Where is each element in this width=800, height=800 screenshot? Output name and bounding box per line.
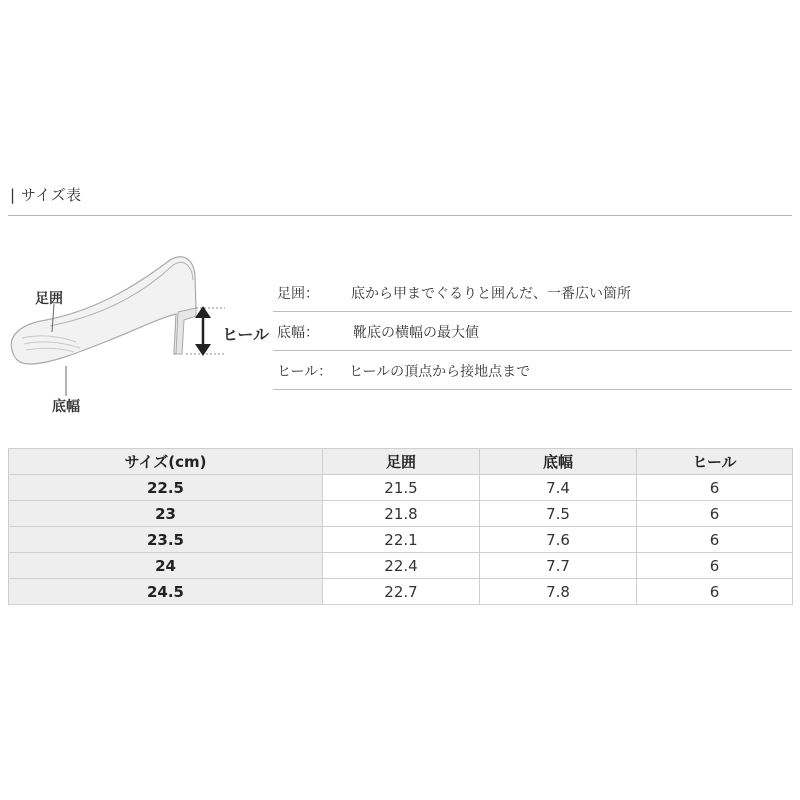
heel-cell: 6: [637, 527, 793, 553]
heel-cell: 6: [637, 579, 793, 605]
column-header-sokohaba: 底幅: [480, 449, 637, 475]
table-row: [9, 475, 793, 501]
table-header-row: [9, 449, 793, 475]
ashimawari-cell: 22.7: [323, 579, 480, 605]
definition-row: [273, 351, 792, 390]
section-title: | サイズ表: [10, 186, 82, 204]
table-row: [9, 501, 793, 527]
definition-row: [273, 273, 792, 312]
ashimawari-cell: 22.4: [323, 553, 480, 579]
sokohaba-cell: 7.5: [480, 501, 637, 527]
definition-term: 底幅：: [277, 325, 319, 341]
definition-description: 底から甲までぐるりと囲んだ、一番広い箇所: [351, 286, 631, 302]
heel-cell: 6: [637, 475, 793, 501]
definition-list: [273, 273, 792, 390]
ashimawari-label: 足囲: [35, 291, 63, 307]
definition-term: ヒール：: [277, 364, 333, 380]
section-divider: [8, 215, 792, 216]
column-header-heel: ヒール: [637, 449, 793, 475]
column-header-ashimawari: 足囲: [323, 449, 480, 475]
size-cell: 23: [9, 501, 323, 527]
ashimawari-cell: 21.8: [323, 501, 480, 527]
sokohaba-cell: 7.7: [480, 553, 637, 579]
definition-term: 足囲：: [277, 286, 319, 302]
heel-label: ヒール: [222, 325, 270, 344]
size-table: [8, 448, 793, 605]
column-header-size: サイズ(cm): [9, 449, 323, 475]
size-cell: 23.5: [9, 527, 323, 553]
ashimawari-cell: 21.5: [323, 475, 480, 501]
heel-cell: 6: [637, 553, 793, 579]
table-row: [9, 527, 793, 553]
sokohaba-cell: 7.4: [480, 475, 637, 501]
table-row: [9, 579, 793, 605]
definition-description: ヒールの頂点から接地点まで: [349, 364, 531, 380]
sokohaba-cell: 7.6: [480, 527, 637, 553]
size-cell: 24.5: [9, 579, 323, 605]
definition-row: [273, 312, 792, 351]
ashimawari-cell: 22.1: [323, 527, 480, 553]
sokohaba-cell: 7.8: [480, 579, 637, 605]
definition-description: 靴底の横幅の最大値: [353, 325, 479, 341]
table-row: [9, 553, 793, 579]
heel-cell: 6: [637, 501, 793, 527]
size-cell: 22.5: [9, 475, 323, 501]
size-cell: 24: [9, 553, 323, 579]
sokohaba-label: 底幅: [52, 399, 80, 415]
heel-height-arrow-icon: [195, 306, 211, 356]
shoe-diagram: [0, 240, 270, 430]
